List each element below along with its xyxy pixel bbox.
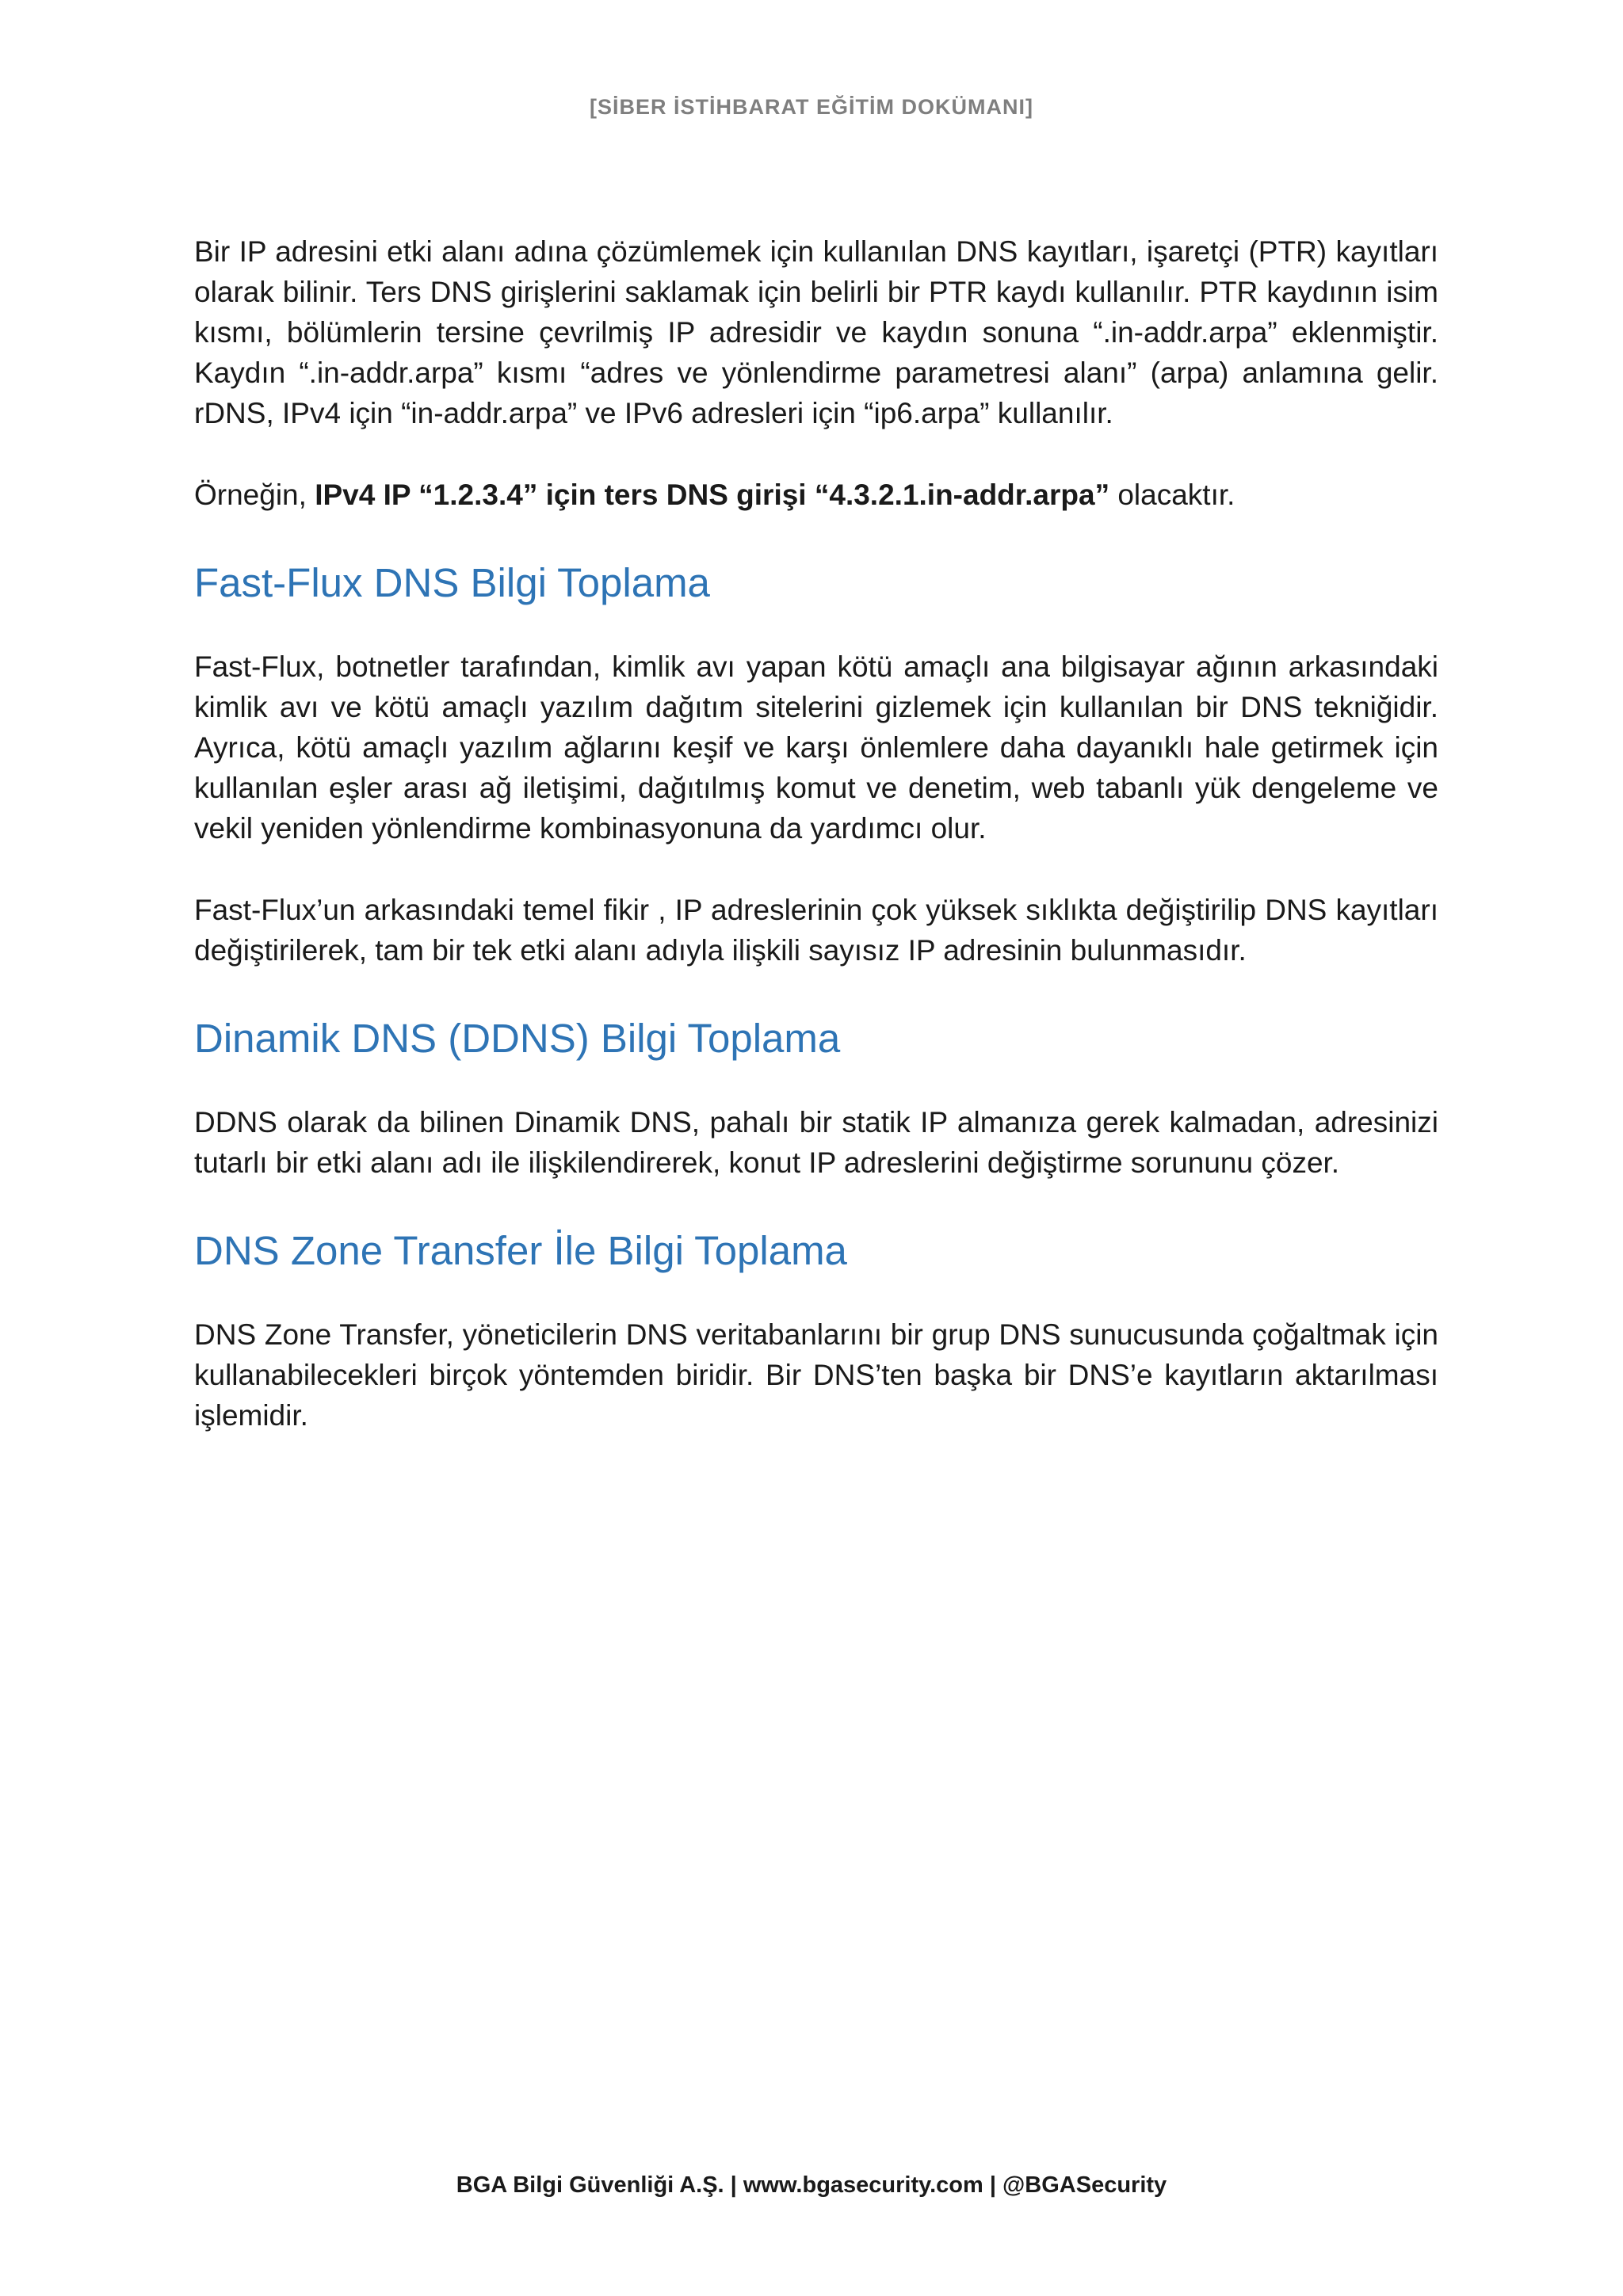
- section-heading-zone-transfer: DNS Zone Transfer İle Bilgi Toplama: [194, 1228, 847, 1273]
- document-body: [194, 231, 1438, 1436]
- example-paragraph: [194, 475, 1438, 515]
- example-prefix: Örneğin,: [194, 479, 315, 511]
- intro-paragraph: Bir IP adresini etki alanı adına çözümlemek için kullanılan DNS kayıtları, işaretçi (PTR) kayıtları olarak bilinir. Ters DNS girişlerini saklamak için belirli bir PTR kaydı kullanılır. PTR kaydının isim kısmı, bölümlerin tersine çevrilmiş IP adresidir ve kaydın sonuna “.in-addr.arpa” eklenmiştir. Kaydın “.in-addr.arpa” kısmı “adres ve yönlendirme parametresi alanı” (arpa) anlamına gelir. rDNS, IPv4 için “in-addr.arpa” ve IPv6 adresleri için “ip6.arpa” kullanılır.: [194, 235, 1438, 429]
- page-header: [SİBER İSTİHBARAT EĞİTİM DOKÜMANI]: [590, 95, 1033, 119]
- zone-transfer-paragraph: DNS Zone Transfer, yöneticilerin DNS veritabanlarını bir grup DNS sunucusunda çoğaltmak için kullanabilecekleri birçok yöntemden biridir. Bir DNS’ten başka bir DNS’e kayıtların aktarılması işlemidir.: [194, 1318, 1438, 1432]
- example-bold: IPv4 IP “1.2.3.4” için ters DNS girişi “4.3.2.1.in-addr.arpa”: [315, 479, 1110, 511]
- ddns-paragraph: DDNS olarak da bilinen Dinamik DNS, pahalı bir statik IP almanıza gerek kalmadan, adresinizi tutarlı bir etki alanı adı ile ilişkilendirerek, konut IP adreslerini değiştirme sorununu çözer.: [194, 1106, 1438, 1179]
- fast-flux-paragraph-2: Fast-Flux’un arkasındaki temel fikir , IP adreslerinin çok yüksek sıklıkta değiştirilip DNS kayıtları değiştirilerek, tam bir tek etki alanı adıyla ilişkili sayısız IP adresinin bulunmasıdır.: [194, 894, 1438, 967]
- section-heading-ddns: Dinamik DNS (DDNS) Bilgi Toplama: [194, 1016, 841, 1061]
- section-heading-fast-flux: Fast-Flux DNS Bilgi Toplama: [194, 560, 710, 605]
- fast-flux-paragraph-1: Fast-Flux, botnetler tarafından, kimlik avı yapan kötü amaçlı ana bilgisayar ağının arkasındaki kimlik avı ve kötü amaçlı yazılım dağıtım sitelerini gizlemek için kullanılan bir DNS tekniğidir. Ayrıca, kötü amaçlı yazılım ağlarını keşif ve karşı önlemlere daha dayanıklı hale getirmek için kullanılan eşler arası ağ iletişimi, dağıtılmış komut ve denetim, web tabanlı yük dengeleme ve vekil yeniden yönlendirme kombinasyonuna da yardımcı olur.: [194, 650, 1438, 845]
- example-suffix: olacaktır.: [1109, 479, 1235, 511]
- page-footer: BGA Bilgi Güvenliği A.Ş. | www.bgasecurity.com | @BGASecurity: [456, 2172, 1167, 2198]
